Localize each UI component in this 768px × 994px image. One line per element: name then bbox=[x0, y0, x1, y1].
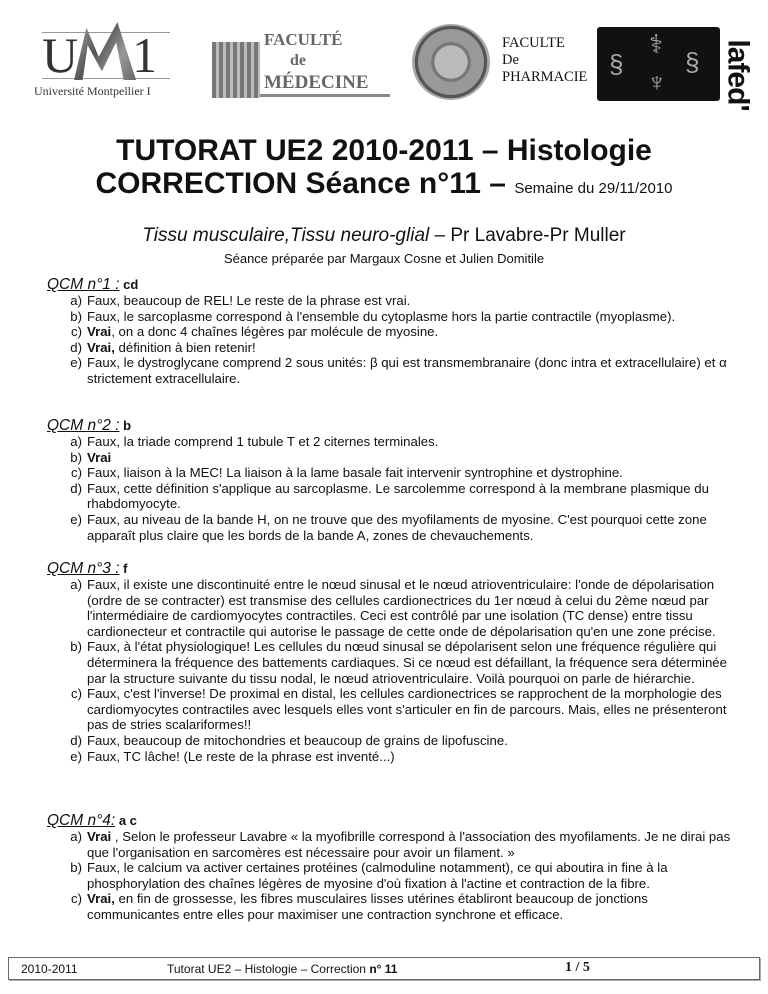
item-explanation: Faux, la triade comprend 1 tubule T et 2 citernes terminales. bbox=[87, 434, 439, 449]
item-text bbox=[87, 481, 735, 512]
logo-rule bbox=[260, 94, 390, 97]
answer-item bbox=[47, 577, 737, 639]
item-letter: b) bbox=[70, 449, 82, 465]
item-text bbox=[87, 434, 735, 450]
topic: Tissu musculaire,Tissu neuro-glial bbox=[142, 225, 430, 246]
document-title: TUTORAT UE2 2010-2011 – Histologie bbox=[116, 134, 652, 167]
item-explanation: Faux, le dystroglycane comprend 2 sous unités: β qui est transmembranaire (donc intra et extracellulaire) et α strictement extracellulaire. bbox=[87, 355, 727, 386]
item-text bbox=[87, 324, 735, 340]
item-letter: d) bbox=[70, 339, 82, 355]
logo-text: de bbox=[290, 52, 306, 69]
lafed-logo bbox=[597, 27, 720, 101]
item-explanation: Faux, il existe une discontinuité entre le nœud sinusal et le nœud atrioventriculaire: l'onde de dépolarisation (ordre de se contracter) est transmise des cellules cardionectrices du 1er nœud à celui du 2ème nœud par l'intermédiaire de cardiomyocytes contractiles. Ceci est contrôlé par une isolation (TC dense) entre tissu cardionecteur et contractile qui autorise le passage de cette onde de dépolarisation qu'en une zone précise. bbox=[87, 577, 716, 639]
answer-item bbox=[47, 639, 737, 686]
item-letter: c) bbox=[71, 891, 82, 907]
qcm-answer: a c bbox=[115, 813, 137, 828]
item-letter: e) bbox=[70, 355, 82, 371]
qcm-label: QCM n°4: bbox=[47, 812, 116, 829]
item-text bbox=[87, 860, 735, 891]
item-explanation: Faux, c'est l'inverse! De proximal en distal, les cellules cardionectrices se rapprochent de la morphologie des cardiomyocytes contractiles avec lesquels elles vont s'articuler en fin de parcours. Mais, elles ne présenteront pas de stries scalariformes!! bbox=[87, 686, 727, 733]
answer-item bbox=[47, 829, 737, 860]
page-number: 1 / 5 bbox=[565, 960, 590, 975]
um1-caption: Université Montpellier I bbox=[34, 84, 151, 98]
answer-item bbox=[47, 860, 737, 891]
building-image bbox=[212, 42, 260, 98]
item-letter: e) bbox=[70, 748, 82, 764]
logo-text: MÉDECINE bbox=[264, 72, 369, 93]
item-explanation: Faux, beaucoup de mitochondries et beaucoup de grains de lipofuscine. bbox=[87, 732, 508, 748]
week-date: Semaine du 29/11/2010 bbox=[514, 180, 673, 197]
item-verdict: Vrai bbox=[87, 324, 112, 340]
correction-title: CORRECTION Séance n°11 – bbox=[95, 167, 515, 200]
answer-item bbox=[47, 733, 737, 749]
answer-item bbox=[47, 324, 737, 340]
logo-text: FACULTÉ bbox=[264, 30, 343, 49]
item-letter: e) bbox=[70, 511, 82, 527]
lafed-wordmark: lafed' bbox=[721, 39, 755, 111]
answer-item bbox=[47, 309, 737, 325]
item-letter: a) bbox=[70, 829, 82, 844]
faculte-medecine-logo bbox=[212, 30, 392, 98]
answer-item bbox=[47, 686, 737, 733]
pharmacie-seal-logo bbox=[412, 24, 490, 100]
footer-number: n° 11 bbox=[369, 962, 398, 976]
item-explanation: en fin de grossesse, les fibres musculaires lisses utérines établiront beaucoup de jonctions communicantes entre elles pour maximiser une contraction synchrone et efficace. bbox=[87, 891, 648, 922]
answer-item bbox=[47, 340, 737, 356]
item-letter: d) bbox=[70, 732, 82, 748]
item-text bbox=[87, 639, 735, 686]
caduceus-icon: ⚕ bbox=[649, 29, 664, 59]
item-explanation: Faux, le calcium va activer certaines protéines (calmoduline notamment), ce qui aboutira in fine à la phosphorylation des chaînes légères de myosine d'où fixation à l'actine et contraction de la fibre. bbox=[87, 860, 668, 891]
answer-item bbox=[47, 465, 737, 481]
answer-item bbox=[47, 749, 737, 765]
item-letter: a) bbox=[70, 577, 82, 592]
item-text bbox=[87, 355, 735, 386]
item-text bbox=[87, 733, 735, 749]
document-subtitle bbox=[0, 167, 768, 201]
item-letter: b) bbox=[70, 860, 82, 876]
qcm-answer: cd bbox=[119, 277, 139, 292]
item-explanation: , on a donc 4 chaînes légères par molécule de myosine. bbox=[111, 324, 439, 340]
item-text bbox=[87, 749, 735, 765]
pharmacie-line: PHARMACIE bbox=[502, 69, 588, 85]
figure-icon: § bbox=[609, 49, 624, 79]
item-explanation: Faux, liaison à la MEC! La liaison à la lame basale fait intervenir syntrophine et dystrophine. bbox=[87, 465, 623, 481]
footer-title-text: Tutorat UE2 – Histologie – Correction bbox=[167, 962, 370, 976]
faculte-pharmacie-text bbox=[502, 35, 587, 86]
item-text bbox=[87, 450, 735, 466]
item-explanation: Faux, le sarcoplasme correspond à l'ensemble du cytoplasme hors la partie contractile (myoplasme). bbox=[87, 308, 676, 324]
item-verdict: Vrai bbox=[87, 829, 112, 844]
answer-item bbox=[47, 512, 737, 543]
page-footer bbox=[8, 957, 760, 980]
item-letter: c) bbox=[71, 465, 82, 481]
answer-item bbox=[47, 481, 737, 512]
item-letter: b) bbox=[70, 639, 82, 655]
figure-icon: § bbox=[685, 47, 700, 77]
item-text bbox=[87, 340, 735, 356]
qcm-4 bbox=[47, 812, 737, 923]
pharmacie-line: FACULTE bbox=[502, 35, 565, 51]
qcm-1 bbox=[47, 276, 737, 387]
answer-item bbox=[47, 355, 737, 386]
item-explanation: Faux, beaucoup de REL! Le reste de la phrase est vrai. bbox=[87, 293, 411, 308]
item-explanation: Faux, à l'état physiologique! Les cellules du nœud sinusal se dépolarisent selon une fréquence régulière qui déterminera la fréquence des battements cardiaques. Si ce nœud est défaillant, la fréquence sera déterminée par la structure suivante du tissu nodal, le nœud atrioventriculaire. Voilà pourquoi on parle de hiérarchie. bbox=[87, 639, 727, 686]
um1-letters: U 1 bbox=[42, 27, 156, 83]
item-explanation: Faux, TC lâche! (Le reste de la phrase est inventé...) bbox=[87, 748, 395, 764]
item-letter: a) bbox=[70, 293, 82, 308]
item-letter: b) bbox=[70, 308, 82, 324]
answer-item bbox=[47, 293, 737, 309]
item-explanation: définition à bien retenir! bbox=[114, 339, 256, 355]
item-letter: c) bbox=[71, 686, 82, 702]
answer-item bbox=[47, 450, 737, 466]
item-letter: c) bbox=[71, 324, 82, 340]
pharmacie-line: De bbox=[502, 52, 519, 68]
item-text bbox=[87, 293, 735, 309]
item-letter: a) bbox=[70, 434, 82, 449]
item-explanation: , Selon le professeur Lavabre « la myofibrille correspond à l'association des myofilaments. Je ne dirai pas que l'organisation en sarcomères est nécessaire pour avoir un filament. » bbox=[87, 829, 731, 860]
um1-logo bbox=[34, 22, 184, 102]
qcm-heading bbox=[47, 812, 737, 829]
qcm-3 bbox=[47, 560, 737, 764]
answer-item bbox=[47, 434, 737, 450]
item-verdict: Vrai, bbox=[87, 891, 115, 907]
item-text bbox=[87, 891, 735, 922]
item-explanation: Faux, cette définition s'applique au sarcoplasme. Le sarcolemme correspond à la membrane plasmique du rhabdomyocyte. bbox=[87, 480, 709, 512]
footer-year: 2010-2011 bbox=[21, 962, 78, 976]
qcm-heading bbox=[47, 560, 737, 577]
item-text bbox=[87, 309, 735, 325]
item-text bbox=[87, 577, 735, 639]
item-text bbox=[87, 686, 735, 733]
answer-item bbox=[47, 891, 737, 922]
item-explanation: Faux, au niveau de la bande H, on ne trouve que des myofilaments de myosine. C'est pourquoi cette zone apparaît plus claire que les bords de la bande A, zones de chevauchements. bbox=[87, 511, 707, 543]
item-verdict: Vrai bbox=[87, 449, 112, 465]
professors: – Pr Lavabre-Pr Muller bbox=[429, 225, 626, 246]
qcm-2 bbox=[47, 417, 737, 543]
footer-title bbox=[167, 962, 397, 976]
qcm-answer: b bbox=[119, 418, 132, 433]
topic-line bbox=[0, 225, 768, 247]
qcm-label: QCM n°2 : bbox=[47, 417, 120, 434]
chalice-icon: ♆ bbox=[647, 67, 667, 97]
qcm-label: QCM n°3 : bbox=[47, 560, 120, 577]
qcm-label: QCM n°1 : bbox=[47, 276, 120, 293]
item-verdict: Vrai, bbox=[87, 339, 115, 355]
qcm-answer: f bbox=[119, 561, 128, 576]
prepared-by: Séance préparée par Margaux Cosne et Julien Domitile bbox=[223, 251, 545, 266]
item-text bbox=[87, 512, 735, 543]
item-letter: d) bbox=[70, 480, 82, 496]
item-text bbox=[87, 829, 735, 860]
qcm-heading bbox=[47, 417, 737, 434]
item-text bbox=[87, 465, 735, 481]
qcm-heading bbox=[47, 276, 737, 293]
